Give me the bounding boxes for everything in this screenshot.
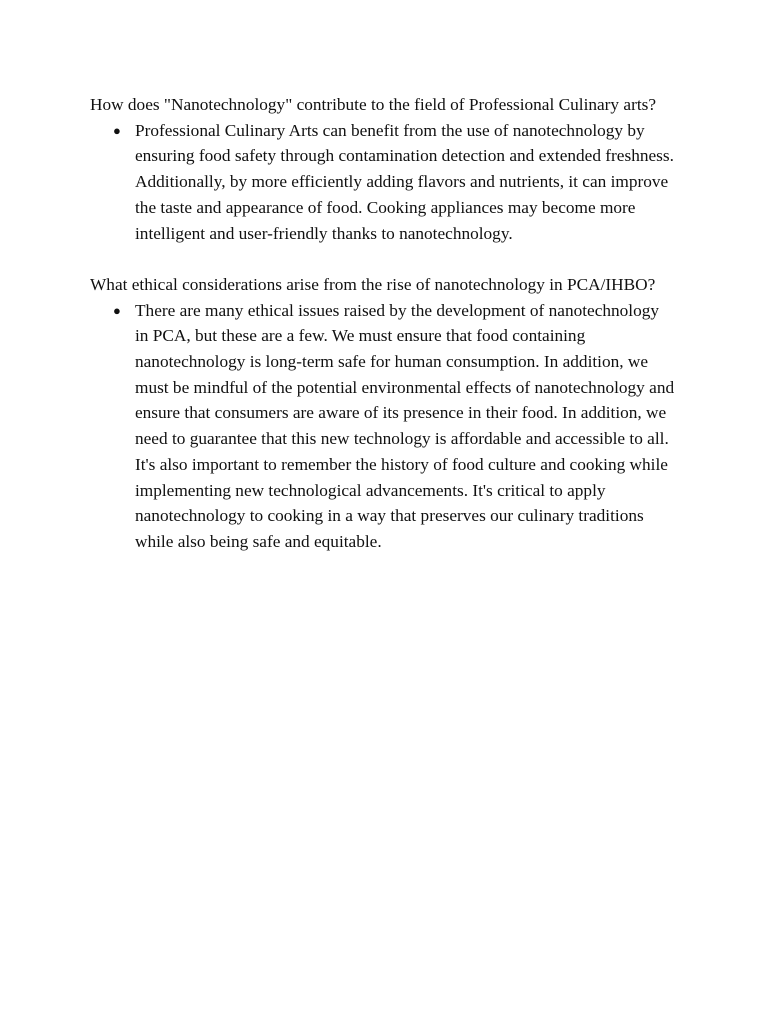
question-heading: How does "Nanotechnology" contribute to the field of Professional Culinary arts? <box>90 95 657 114</box>
answer-text: Professional Culinary Arts can benefit from the use of nanotechnology by ensuring food safety through contamination detection and extended freshness. Additionally, by more efficiently adding flavors and nutrients, it can improve the taste and appearance of food. Cooking appliances may become more intelligent and user-friendly thanks to nanotechnology. <box>135 120 674 243</box>
bullet-icon: ● <box>113 302 121 318</box>
qa-section-nanotech-contribution <box>90 92 676 246</box>
answer-list <box>90 118 676 247</box>
document-body <box>90 92 676 580</box>
question-heading: What ethical considerations arise from the rise of nanotechnology in PCA/IHBO? <box>90 274 656 294</box>
qa-section-ethical-considerations <box>90 272 676 555</box>
answer-text: There are many ethical issues raised by the development of nanotechnology in PCA, but these are a few. We must ensure that food containing nanotechnology is long-term safe for human consumption. In addition, we must be mindful of the potential environmental effects of nanotechnology and ensure that consumers are aware of its presence in their food. In addition, we need to guarantee that this new technology is affordable and accessible to all. It's also important to remember the history of food culture and cooking while implementing new technological advancements. It's critical to apply nanotechnology to cooking in a way that preserves our culinary traditions while also being safe and equitable. <box>135 300 675 551</box>
answer-item <box>90 118 676 247</box>
answer-item <box>90 298 676 555</box>
bullet-icon: ● <box>113 122 121 138</box>
answer-list <box>90 298 676 555</box>
